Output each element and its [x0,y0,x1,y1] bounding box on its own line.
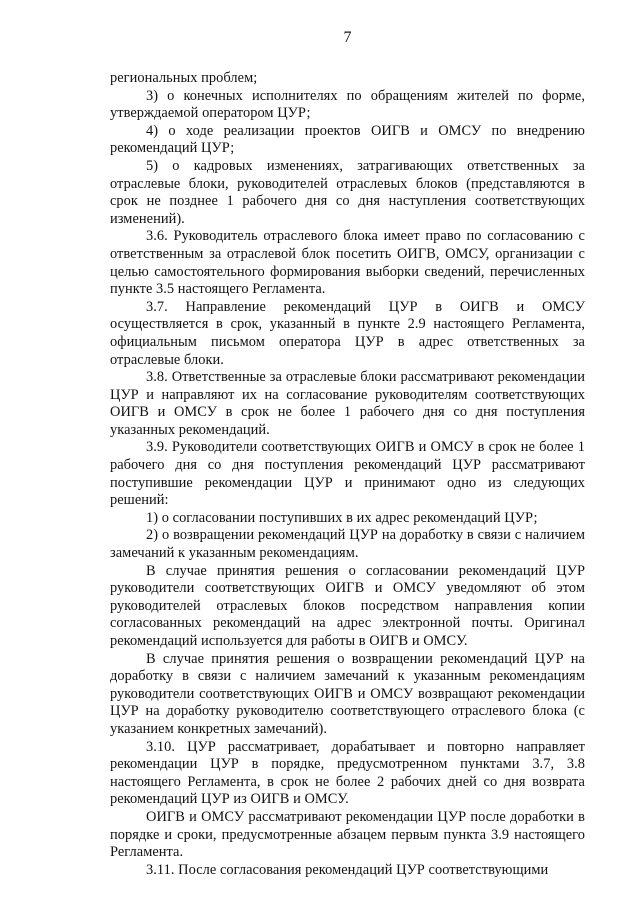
decision-option-2: 2) о возвращении рекомендаций ЦУР на доработку в связи с наличием замечаний к указанным рекомендациям. [110,527,585,562]
clause-3-10: 3.10. ЦУР рассматривает, дорабатывает и повторно направляет рекомендации ЦУР в порядке, предусмотренном пунктами 3.7, 3.8 настоящего Регламента, в срок не более 2 рабочих дней со дня возврата рекомендаций ЦУР из ОИГВ и ОМСУ. [110,738,585,808]
list-item-4: 4) о ходе реализации проектов ОИГВ и ОМСУ по внедрению рекомендаций ЦУР; [110,122,585,157]
page-number: 7 [343,29,352,46]
decision-option-1: 1) о согласовании поступивших в их адрес рекомендаций ЦУР; [146,509,538,526]
return-case-paragraph: В случае принятия решения о возвращении рекомендаций ЦУР на доработку в связи с наличием замечаний к указанным рекомендациям руководители соответствующих ОИГВ и ОМСУ возвращают рекомендации ЦУР на доработку руководителю соответствующего отраслевого блока (с указанием конкретных замечаний). [110,650,585,737]
list-item-5: 5) о кадровых изменениях, затрагивающих ответственных за отраслевые блоки, руководителей отраслевых блоков (представляются в срок не позднее 1 рабочего дня со дня наступления соответствующих изменений). [110,157,585,227]
list-item-3: 3) о конечных исполнителях по обращениям жителей по форме, утверждаемой оператором ЦУР; [110,87,585,122]
document-page [110,28,585,879]
clause-3-9: 3.9. Руководители соответствующих ОИГВ и ОМСУ в срок не более 1 рабочего дня со дня поступления рекомендаций ЦУР рассматривают поступившие рекомендации ЦУР и принимают одно из следующих решений: [110,439,585,509]
review-after-revision-paragraph: ОИГВ и ОМСУ рассматривают рекомендации ЦУР после доработки в порядке и сроки, предусмотренные абзацем первым пункта 3.9 настоящего Регламента. [110,808,585,861]
clause-3-7: 3.7. Направление рекомендаций ЦУР в ОИГВ и ОМСУ осуществляется в срок, указанный в пункте 2.9 настоящего Регламента, официальным письмом оператора ЦУР в адрес ответственных за отраслевые блоки. [110,298,585,368]
clause-3-8: 3.8. Ответственные за отраслевые блоки рассматривают рекомендации ЦУР и направляют их на согласование руководителям соответствующих ОИГВ и ОМСУ в срок не более 1 рабочего дня со дня поступления указанных рекомендаций. [110,369,585,438]
clause-3-11: 3.11. После согласования рекомендаций ЦУР соответствующими [146,861,549,878]
paragraph-continuation: региональных проблем; [110,70,258,86]
clause-3-6: 3.6. Руководитель отраслевого блока имеет право по согласованию с ответственным за отраслевой блок посетить ОИГВ, ОМСУ, организации с целью самостоятельного формирования выборки сведений, перечисленных пункте 3.5 настоящего Регламента. [110,228,585,298]
approval-case-paragraph: В случае принятия решения о согласовании рекомендаций ЦУР руководители соответствующих ОИГВ и ОМСУ уведомляют об этом руководителей отраслевых блоков посредством направления копии согласованных рекомендаций на адрес электронной почты. Оригинал рекомендаций используется для работы в ОИГВ и ОМСУ. [110,562,585,649]
